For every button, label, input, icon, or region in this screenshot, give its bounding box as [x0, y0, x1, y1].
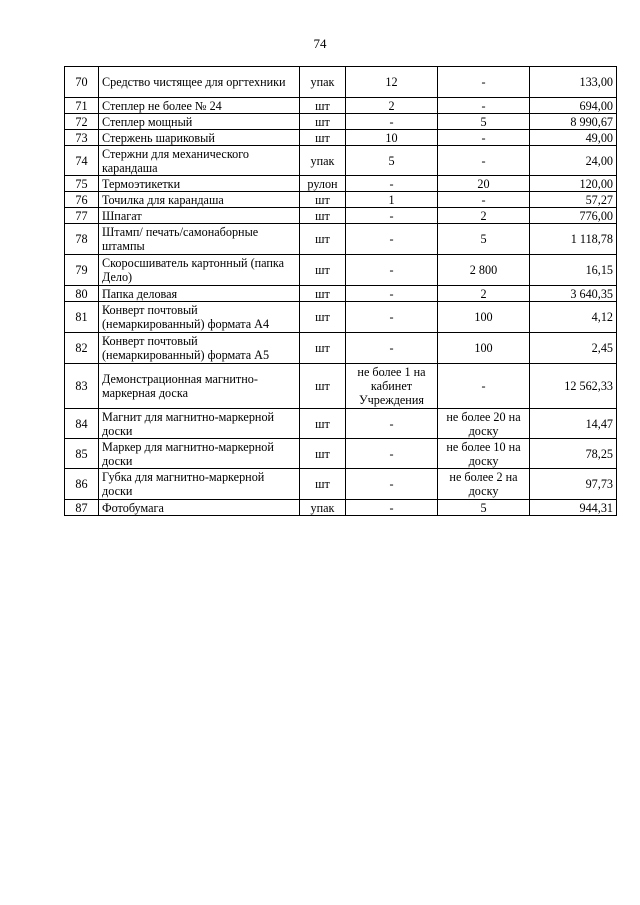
item-unit: шт [300, 98, 346, 114]
row-number: 74 [65, 146, 99, 176]
item-unit: шт [300, 302, 346, 333]
quantity-b: - [438, 146, 530, 176]
item-unit: шт [300, 439, 346, 469]
quantity-b: не более 2 на доску [438, 469, 530, 500]
item-price: 8 990,67 [530, 114, 617, 130]
row-number: 73 [65, 130, 99, 146]
row-number: 76 [65, 192, 99, 208]
row-number: 72 [65, 114, 99, 130]
quantity-a: 12 [346, 67, 438, 98]
quantity-a: - [346, 333, 438, 364]
table-row [65, 409, 617, 439]
page-number: 74 [313, 36, 327, 51]
item-name: Конверт почтовый (немаркированный) формата А4 [99, 302, 300, 333]
row-number: 78 [65, 224, 99, 255]
row-number: 81 [65, 302, 99, 333]
quantity-a: не более 1 на кабинет Учреждения [346, 364, 438, 409]
item-unit: шт [300, 208, 346, 224]
quantity-a: - [346, 224, 438, 255]
table-row [65, 176, 617, 192]
table-row [65, 439, 617, 469]
table-row [65, 67, 617, 98]
quantity-a: - [346, 286, 438, 302]
item-name: Конверт почтовый (немаркированный) формата А5 [99, 333, 300, 364]
quantity-b: не более 20 на доску [438, 409, 530, 439]
row-number: 85 [65, 439, 99, 469]
item-price: 120,00 [530, 176, 617, 192]
quantity-a: - [346, 500, 438, 516]
item-price: 14,47 [530, 409, 617, 439]
quantity-a: - [346, 469, 438, 500]
item-price: 776,00 [530, 208, 617, 224]
quantity-a: 2 [346, 98, 438, 114]
item-price: 133,00 [530, 67, 617, 98]
table-row [65, 114, 617, 130]
item-unit: упак [300, 500, 346, 516]
item-unit: рулон [300, 176, 346, 192]
row-number: 71 [65, 98, 99, 114]
quantity-a: 10 [346, 130, 438, 146]
item-price: 16,15 [530, 255, 617, 286]
item-name: Магнит для магнитно-маркерной доски [99, 409, 300, 439]
item-name: Степлер мощный [99, 114, 300, 130]
quantity-a: - [346, 439, 438, 469]
quantity-b: 2 [438, 208, 530, 224]
table-row [65, 286, 617, 302]
quantity-a: - [346, 176, 438, 192]
item-name: Стержни для механического карандаша [99, 146, 300, 176]
table-row [65, 224, 617, 255]
item-unit: шт [300, 333, 346, 364]
item-unit: шт [300, 255, 346, 286]
quantity-a: - [346, 409, 438, 439]
quantity-b: - [438, 192, 530, 208]
item-name: Фотобумага [99, 500, 300, 516]
item-name: Шпагат [99, 208, 300, 224]
item-name: Степлер не более № 24 [99, 98, 300, 114]
row-number: 79 [65, 255, 99, 286]
item-price: 694,00 [530, 98, 617, 114]
item-name: Скоросшиватель картонный (папка Дело) [99, 255, 300, 286]
item-unit: шт [300, 130, 346, 146]
item-name: Маркер для магнитно-маркерной доски [99, 439, 300, 469]
item-price: 57,27 [530, 192, 617, 208]
item-price: 49,00 [530, 130, 617, 146]
quantity-b: 5 [438, 114, 530, 130]
table-row [65, 208, 617, 224]
row-number: 86 [65, 469, 99, 500]
quantity-b: - [438, 98, 530, 114]
table-row [65, 302, 617, 333]
item-price: 78,25 [530, 439, 617, 469]
quantity-a: 5 [346, 146, 438, 176]
quantity-b: 2 [438, 286, 530, 302]
item-unit: шт [300, 192, 346, 208]
table-row [65, 130, 617, 146]
quantity-b: - [438, 364, 530, 409]
item-unit: упак [300, 146, 346, 176]
row-number: 70 [65, 67, 99, 98]
item-unit: шт [300, 224, 346, 255]
quantity-b: 20 [438, 176, 530, 192]
quantity-b: 5 [438, 224, 530, 255]
row-number: 82 [65, 333, 99, 364]
quantity-a: - [346, 255, 438, 286]
quantity-a: - [346, 302, 438, 333]
item-name: Губка для магнитно-маркерной доски [99, 469, 300, 500]
item-price: 97,73 [530, 469, 617, 500]
item-name: Штамп/ печать/самонаборные штампы [99, 224, 300, 255]
table-row [65, 364, 617, 409]
row-number: 87 [65, 500, 99, 516]
row-number: 77 [65, 208, 99, 224]
quantity-b: 2 800 [438, 255, 530, 286]
item-unit: шт [300, 286, 346, 302]
item-price: 944,31 [530, 500, 617, 516]
quantity-b: не более 10 на доску [438, 439, 530, 469]
item-name: Папка деловая [99, 286, 300, 302]
row-number: 84 [65, 409, 99, 439]
item-unit: шт [300, 114, 346, 130]
quantity-b: - [438, 67, 530, 98]
item-price: 24,00 [530, 146, 617, 176]
quantity-a: 1 [346, 192, 438, 208]
quantity-b: - [438, 130, 530, 146]
items-table [64, 66, 617, 516]
table-row [65, 255, 617, 286]
item-name: Стержень шариковый [99, 130, 300, 146]
item-price: 2,45 [530, 333, 617, 364]
items-table-body [65, 67, 617, 516]
item-price: 3 640,35 [530, 286, 617, 302]
table-row [65, 333, 617, 364]
item-unit: шт [300, 469, 346, 500]
item-unit: шт [300, 409, 346, 439]
row-number: 75 [65, 176, 99, 192]
quantity-b: 100 [438, 302, 530, 333]
quantity-a: - [346, 208, 438, 224]
item-name: Точилка для карандаша [99, 192, 300, 208]
item-price: 1 118,78 [530, 224, 617, 255]
table-row [65, 500, 617, 516]
row-number: 80 [65, 286, 99, 302]
item-unit: упак [300, 67, 346, 98]
table-row [65, 469, 617, 500]
row-number: 83 [65, 364, 99, 409]
item-name: Средство чистящее для оргтехники [99, 67, 300, 98]
table-row [65, 146, 617, 176]
table-row [65, 98, 617, 114]
item-name: Термоэтикетки [99, 176, 300, 192]
item-price: 12 562,33 [530, 364, 617, 409]
quantity-b: 5 [438, 500, 530, 516]
item-unit: шт [300, 364, 346, 409]
quantity-a: - [346, 114, 438, 130]
item-price: 4,12 [530, 302, 617, 333]
quantity-b: 100 [438, 333, 530, 364]
item-name: Демонстрационная магнитно-маркерная доска [99, 364, 300, 409]
table-row [65, 192, 617, 208]
